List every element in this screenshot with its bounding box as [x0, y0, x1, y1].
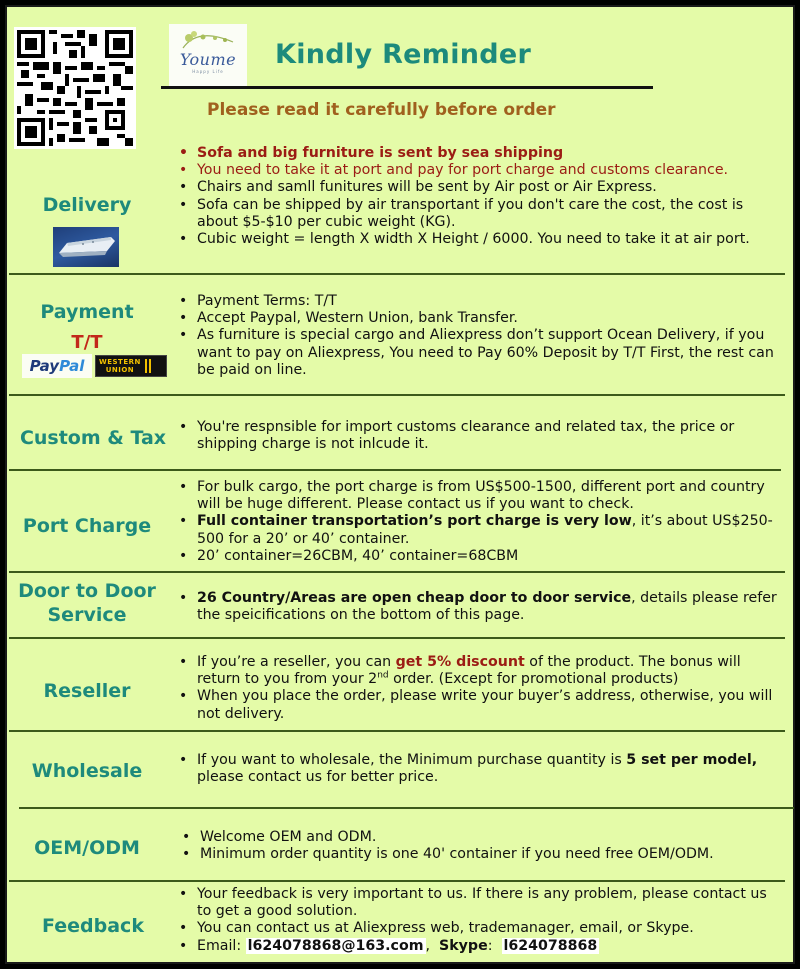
oem-odm-list — [180, 829, 780, 863]
list-item: • Full container transportation’s port charge is very low, it’s about US$250-500 for a 20’ or 40’ container. — [177, 513, 777, 547]
qr-code-icon — [14, 27, 136, 149]
custom-tax-list — [177, 419, 777, 453]
vine-icon — [179, 28, 237, 52]
skype-label: Skype — [439, 937, 488, 954]
youme-logo — [169, 24, 247, 86]
list-item: • You're respnsible for import customs clearance and related tax, the price or shipping charge is not inlcude it. — [177, 419, 777, 453]
list-item: • 26 Country/Areas are open cheap door to door service, details please refer the speicifications on the bottom of this page. — [177, 590, 777, 624]
section-label: Delivery — [42, 194, 132, 216]
wholesale-list — [177, 752, 777, 786]
discount-highlight: get 5% discount — [395, 654, 525, 670]
section-label: Door to Door Service — [18, 580, 156, 626]
divider — [9, 571, 785, 573]
list-item: • Accept Paypal, Western Union, bank Transfer. — [177, 310, 777, 327]
section-label: Reseller — [43, 680, 131, 702]
divider — [19, 807, 794, 809]
section-label: Feedback — [42, 915, 144, 937]
list-item: • Welcome OEM and ODM. — [180, 829, 780, 846]
cargo-ship-icon — [53, 227, 119, 267]
delivery-list — [177, 145, 777, 248]
divider — [9, 469, 781, 471]
section-label: Payment — [40, 301, 134, 323]
list-item: • If you want to wholesale, the Minimum purchase quantity is 5 set per model, please contact us for better price. — [177, 752, 777, 786]
door-to-door-list — [177, 590, 777, 624]
divider — [9, 880, 785, 882]
list-item: • You need to take it at port and pay for port charge and customs clearance. — [177, 162, 777, 179]
list-item: • When you place the order, please write your buyer’s address, otherwise, you will not delivery. — [177, 688, 777, 722]
divider — [9, 730, 785, 732]
section-label: Wholesale — [31, 760, 143, 782]
section-label: Port Charge — [22, 515, 152, 537]
list-item: • As furniture is special cargo and Aliexpress don’t support Ocean Delivery, if you want to pay on Aliexpress, You need to Pay 60% Deposit by T/T First, the rest can be paid on line. — [177, 327, 777, 379]
page-subtitle: Please read it carefully before order — [207, 100, 556, 120]
list-item: • If you’re a reseller, you can get 5% discount of the product. The bonus will return to you from your 2nd order. (Except for promotional products) — [177, 654, 777, 688]
western-union-logo: WESTERN UNION — [95, 355, 167, 377]
list-item: • For bulk cargo, the port charge is from US$500-1500, different port and country will be huge different. Please contact us if you want to check. — [177, 479, 777, 513]
list-item: • 20’ container=26CBM, 40’ container=68CBM — [177, 548, 777, 565]
divider — [9, 637, 785, 639]
list-item-contact: • Email: l624078868@163.com , Skype: l624078868 — [177, 938, 777, 955]
port-charge-list — [177, 479, 777, 565]
paypal-logo: Pay Pal — [22, 354, 92, 378]
divider — [9, 394, 785, 396]
list-item: • You can contact us at Aliexpress web, trademanager, email, or Skype. — [177, 920, 777, 937]
payment-list — [177, 293, 777, 379]
list-item: • Cubic weight = length X width X Height / 6000. You need to take it at air port. — [177, 231, 777, 248]
list-item: • Sofa can be shipped by air transportant if you don't care the cost, the cost is about $5-$10 per cubic weight (KG). — [177, 197, 777, 231]
list-item: • Minimum order quantity is one 40' container if you need free OEM/ODM. — [180, 846, 780, 863]
section-label: Custom & Tax — [19, 427, 167, 449]
email-link[interactable]: l624078868@163.com — [247, 937, 424, 954]
list-item: • Chairs and samll funitures will be sent by Air post or Air Express. — [177, 179, 777, 196]
list-item: • Payment Terms: T/T — [177, 293, 777, 310]
page-title: Kindly Reminder — [275, 39, 532, 70]
skype-id[interactable]: l624078868 — [503, 937, 598, 954]
title-underline — [161, 86, 653, 89]
list-item: • Sofa and big furniture is sent by sea shipping — [177, 145, 777, 162]
tt-label: T/T — [71, 332, 103, 353]
logo-brand: Youme — [179, 50, 237, 69]
logo-tagline: Happy Life — [192, 69, 224, 74]
divider — [9, 273, 785, 275]
section-label: OEM/ODM — [34, 837, 140, 859]
reminder-card — [5, 5, 795, 964]
list-item: • Your feedback is very important to us. If there is any problem, please contact us to get a good solution. — [177, 886, 777, 920]
feedback-list — [177, 886, 777, 955]
reseller-list — [177, 654, 777, 723]
